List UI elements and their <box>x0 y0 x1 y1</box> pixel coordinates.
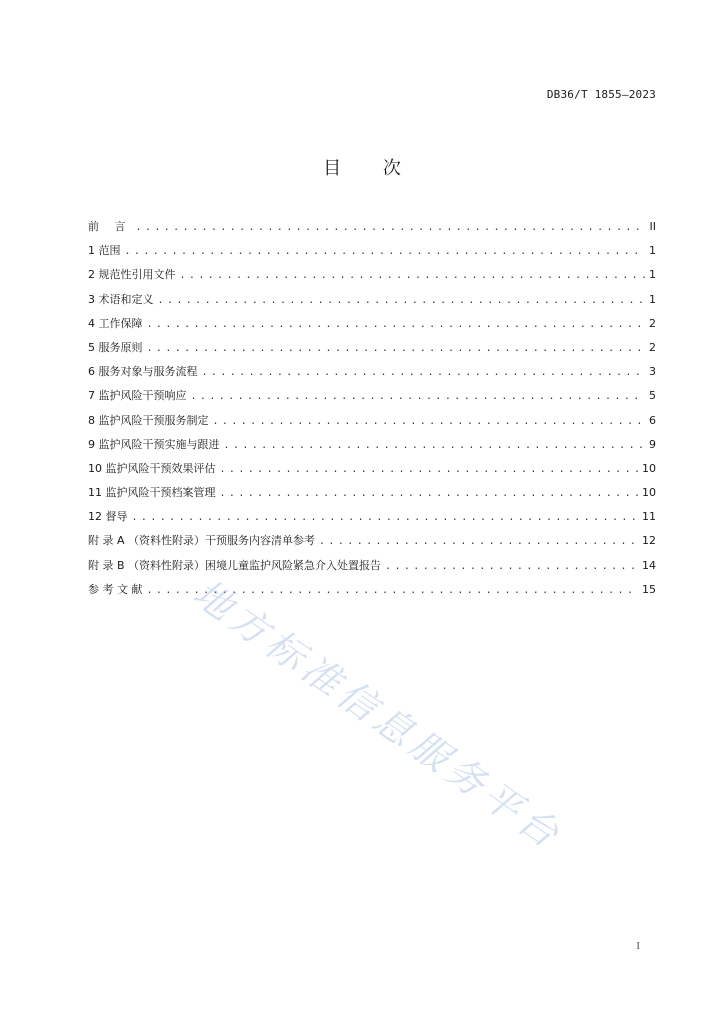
toc-entry-page: 10 <box>642 486 656 500</box>
toc-entry-label: 1 范围 <box>88 244 121 258</box>
toc-dot-leader <box>125 246 646 257</box>
toc-entry-label: 附 录 B （资料性附录）困境儿童监护风险紧急介入处置报告 <box>88 558 382 572</box>
toc-entry-page: 12 <box>642 534 656 548</box>
toc-entry-page: 1 <box>649 244 656 258</box>
toc-entry[interactable] <box>88 412 656 436</box>
toc-entry[interactable] <box>88 532 656 556</box>
toc-dot-leader <box>220 464 639 475</box>
toc-dot-leader <box>147 585 639 596</box>
toc-dot-leader <box>202 367 646 378</box>
page-number: I <box>636 940 640 952</box>
toc-dot-leader <box>319 536 638 547</box>
toc-entry-page: 6 <box>649 413 656 427</box>
toc-entry-label: 参 考 文 献 <box>88 582 143 596</box>
toc-dot-leader <box>158 295 646 306</box>
toc-entry-label: 8 监护风险干预服务制定 <box>88 413 209 427</box>
toc-entry-page: 3 <box>649 365 656 379</box>
toc-dot-leader <box>213 416 646 427</box>
toc-dot-leader <box>136 222 646 233</box>
toc-entry-label: 2 规范性引用文件 <box>88 268 176 282</box>
toc-entry-page: 11 <box>642 510 656 524</box>
toc-entry[interactable] <box>88 581 656 605</box>
toc-entry[interactable] <box>88 508 656 532</box>
toc-entry-label: 11 监护风险干预档案管理 <box>88 486 216 500</box>
toc-entry-label: 12 督导 <box>88 510 128 524</box>
toc-dot-leader <box>220 488 639 499</box>
toc-dot-leader <box>147 343 646 354</box>
toc-entry[interactable] <box>88 436 656 460</box>
toc-entry-label: 10 监护风险干预效果评估 <box>88 461 216 475</box>
toc-dot-leader <box>132 512 639 523</box>
toc-dot-leader <box>147 319 646 330</box>
toc-entry[interactable] <box>88 218 656 242</box>
toc-dot-leader <box>224 440 646 451</box>
toc-entry[interactable] <box>88 363 656 387</box>
toc-entry[interactable] <box>88 315 656 339</box>
toc-entry-label: 9 监护风险干预实施与跟进 <box>88 437 220 451</box>
toc-list <box>88 218 656 605</box>
toc-entry-label: 4 工作保障 <box>88 316 143 330</box>
toc-entry-page: 5 <box>649 389 656 403</box>
toc-entry-page: 15 <box>642 582 656 596</box>
toc-entry-label: 7 监护风险干预响应 <box>88 389 187 403</box>
toc-entry-label: 前 言 <box>88 220 132 233</box>
toc-entry-page: 10 <box>642 461 656 475</box>
toc-entry-page: 1 <box>649 292 656 306</box>
toc-entry[interactable] <box>88 557 656 581</box>
document-code: DB36/T 1855—2023 <box>546 88 656 101</box>
watermark: 地方标准信息服务平台 <box>185 570 571 860</box>
toc-dot-leader <box>385 561 638 572</box>
toc-entry[interactable] <box>88 242 656 266</box>
toc-entry[interactable] <box>88 387 656 411</box>
toc-title: 目 次 <box>323 158 419 179</box>
toc-entry[interactable] <box>88 339 656 363</box>
toc-entry-page: 9 <box>649 437 656 451</box>
toc-entry-page: 14 <box>642 558 656 572</box>
toc-entry-page: 2 <box>649 340 656 354</box>
toc-entry-page: II <box>649 220 656 233</box>
toc-entry-page: 2 <box>649 316 656 330</box>
toc-entry-page: 1 <box>649 268 656 282</box>
toc-entry-label: 附 录 A （资料性附录）干预服务内容清单参考 <box>88 534 316 548</box>
toc-entry-label: 6 服务对象与服务流程 <box>88 365 198 379</box>
toc-entry-label: 3 术语和定义 <box>88 292 154 306</box>
toc-dot-leader <box>180 270 646 281</box>
toc-entry[interactable] <box>88 460 656 484</box>
toc-dot-leader <box>191 391 646 402</box>
toc-entry-label: 5 服务原则 <box>88 340 143 354</box>
toc-entry[interactable] <box>88 266 656 290</box>
toc-entry[interactable] <box>88 484 656 508</box>
toc-entry[interactable] <box>88 291 656 315</box>
